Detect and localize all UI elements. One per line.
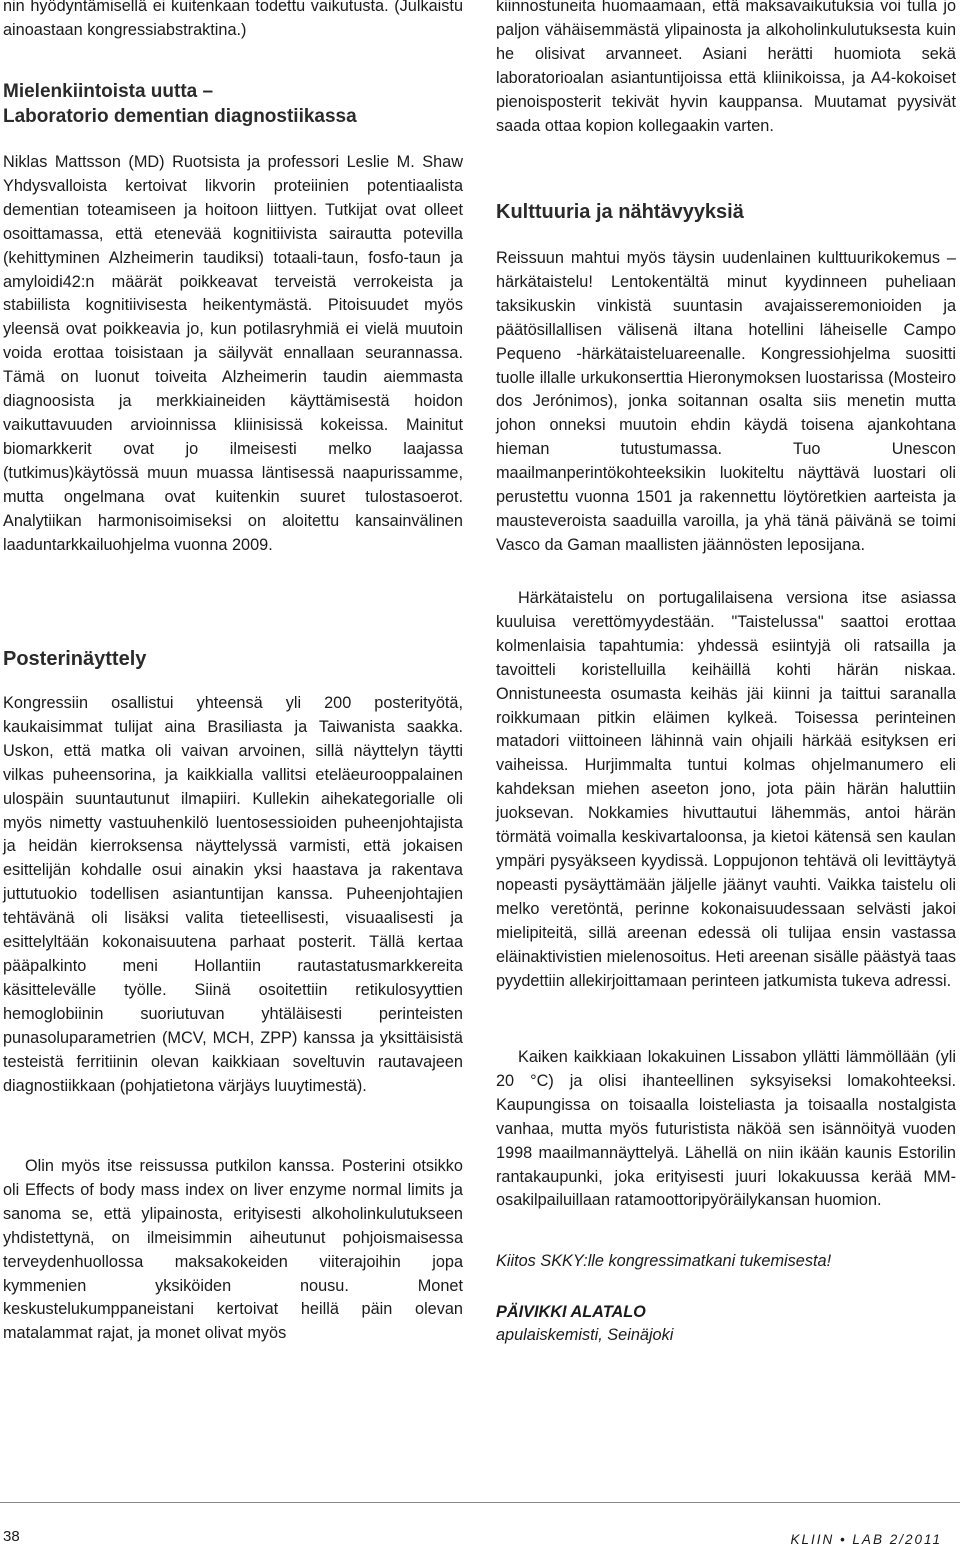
footer-rule (0, 1502, 960, 1503)
author-name: PÄIVIKKI ALATALO (496, 1303, 646, 1321)
dementia-paragraph: Niklas Mattsson (MD) Ruotsista ja professori Leslie M. Shaw Yhdysvalloista kertoivat likvorin proteiinien potentiaalista dementian toteamiseen ja hoitoon liittyen. Tutkijat ovat olleet osoittamassa, että etenevää kognitiivista sairautta potevilla (kehittyminen Alzheimerin taudiksi) totaali-taun, fosfo-taun ja amyloidi42:n määrät poikkeavat terveistä verrokeista ja stabiilista kognitiivisesta heikentymästä. Pitoisuudet myös yleensä ovat poikkeavia jo, kun potilasryhmiä ei vielä muutoin voida erottaa toisistaan ja säilyvät ennallaan seurannassa. Tämä on luonut toiveita Alzheimerin taudin aiemmasta diagnoosista ja merkkiaineiden käyttämisestä hoidon vaikuttavuuden arvioinnissa kliinisissä kokeissa. Mainitut biomarkkerit ovat jo ilmeisesti melko laajassa (tutkimus)käytössä muun muassa läntisessä naapurissamme, mutta ongelmana ovat kuitenkin suuret tulostasoerot. Analytiikan harmonisoimiseksi on aloitettu kansainvälinen laaduntarkkailuohjelma vuonna 2009. (3, 153, 463, 554)
poster-heading: Posterinäyttely (3, 648, 147, 670)
culture-paragraph: Reissuun mahtui myös täysin uudenlainen kulttuurikokemus – härkätaistelu! Lentokentältä minut kyydinneen puheliaan taksikuskin vinkistä suuntasin avajaisseremonioiden ja päätösillallisen välisenä iltana hotellini läheiselle Campo Pequeno -härkätaisteluareenalle. Kongressiohjelma suositti tuolle illalle urkukonserttia Hieronymoksen luostarissa (Mosteiro dos Jerónimos), jonka soitannan osalta siis menetin mutta johon onneksi muutoin ehdin käydä toisena ajankohtana hieman tutustumassa. Tuo Unescon maailmanperintökohteeksikin luokiteltu näyttävä luostari oli perustettu vuonna 1501 ja rakennettu löytöretkien aarteista ja mausteveroista saaduilla varoilla, ja yhä tänä päivänä se toimi Vasco da Gaman maallisten jäännösten leposijana. (496, 249, 956, 554)
page-number: 38 (3, 1528, 20, 1545)
continuation-paragraph: kiinnostuneita huomaamaan, että maksavaikutuksia voi tulla jo paljon vähäisemmästä ylipainosta ja alkoholinkulutuksesta kuin he olisivat arvanneet. Asiani herätti huomiota sekä laboratorioalan asiantuntijoissa että kliinikoissa, ja A4-kokoiset pienoisposterit tekivät hyvin kauppansa. Muutamat pyysivät saada ottaa kopion kollegaakin varten. (496, 0, 956, 135)
poster-paragraph: Kongressiin osallistui yhteensä yli 200 posterityötä, kaukaisimmat tulijat aina Brasiliasta ja Taiwanista saakka. Uskon, että matka oli vaivan arvoinen, sillä näyttelyn täytti vilkas puheensorina, ja kaikkialla vallitsi eteläeurooppalainen ulospäin suuntautunut ilmapiiri. Kullekin aihekategorialle oli myös nimetty vastuuhenkilö luentosessioiden puheenjohtajista ja heidän kierroksensa näyttelyssä varmisti, että jokaisen esittelijän kohdalle osui ainakin yksi haastava ja rakentava juttutuokio todellisen asiantuntijan kanssa. Puheenjohtajien tehtävänä oli lisäksi valita tieteellisesti, visuaalisesti ja esittelyltään kokonaisuutena parhaat posterit. Tällä kertaa pääpalkinto meni Hollantiin rautastatusmarkkereita käsittelevälle työlle. Siinä osoitettiin retikulosyyttien hemoglobiinin suoriutuvan yhtäläisesti perinteisten punasoluparametrien (MCV, MCH, ZPP) kanssa ja yksittäisistä testeistä ferritiinin olevan kaikkiaan soveltuvin rautavajeen diagnostiikkaan (pohjatietona värjäys luuytimestä). (3, 694, 463, 1095)
culture-heading: Kulttuuria ja nähtävyyksiä (496, 201, 744, 223)
journal-name: KLIIN • LAB 2/2011 (790, 1532, 942, 1547)
author-title: apulaiskemisti, Seinäjoki (496, 1326, 674, 1344)
article-title-line-1: Mielenkiintoista uutta – (3, 81, 214, 102)
lisbon-paragraph: Kaiken kaikkiaan lokakuinen Lissabon yllätti lämmöllään (yli 20 °C) ja olisi ihanteellinen syksyiseksi lomakohteeksi. Kaupungissa on toisaalla loisteliasta ja toisaalla nostalgista vanhaa, mutta myös futuristista näköä sen isännöityä vuoden 1998 maailmannäyttelyä. Lähellä on niin ikään kaunis Estorilin rantakaupunki, joka erityisesti juuri lokakuussa kerää MM-osakilpailuillaan ratamoottoripyöräilykansan huomion. (496, 1048, 956, 1210)
bullfight-paragraph: Härkätaistelu on portugalilaisena versiona itse asiassa kuuluisa verettömyydestään. "Taistelussa" saattoi erottaa kolmenlaisia tapahtumia: yhdessä esiintyjä oli ratsailla ja tavoitteli koristelluilla keihäillä kohti härän niskaa. Onnistuneesta osumasta keihäs jäi kiinni ja taittui saranalla roikkumaan pitkin eläimen kylkeä. Toisessa perinteinen matadori viittoineen lähinnä vain ohjaili härkää esityksen eri vaiheissa. Hurjimmalta tuntui kolmas ohjelmanumero eli kahdeksan miehen aseeton jono, jota päin härän haluttiin juoksevan. Nokkamies hivuttautui lähemmäs, antoi härän törmätä voimalla keskivartaloonsa, ja kietoi kätensä sen kaulan ympäri pysyäkseen kyydissä. Loppujonon tehtävä oli levittäytyä nopeasti pysäyttämään jäljelle jäänyt vauhti. Vaikka taistelu oli melko veretöntä, perinne kokonaisuudessaan selvästi jakoi mielipiteitä, sillä areenan edessä oli tulijaa ensin vastassa eläinaktivistien mielenosoitus. Heti areenan sisälle päästyä taas pyydettiin allekirjoittamaan perinteen jatkumista tukeva adressi. (496, 589, 956, 990)
article-title-line-2: Laboratorio dementian diagnostiikassa (3, 106, 357, 127)
poster-paragraph-2: Olin myös itse reissussa putkilon kanssa. Posterini otsikko oli Effects of body mass index on liver enzyme normal limits ja sanoma se, että ylipainosta, erityisesti alkoholinkulutukseen yhdistettynä, on ilmeisimmin aiheutunut pohjoismaisessa terveydenhuollossa maksakokeiden viiterajoihin jopa kymmenien yksiköiden nousu. Monet keskustelukumppaneistani kertoivat heillä päin olevan matalammat rajat, ja monet olivat myös (3, 1157, 463, 1343)
thanks-line: Kiitos SKKY:lle kongressimatkani tukemisesta! (496, 1252, 832, 1270)
intro-paragraph: nin hyödyntämisellä ei kuitenkaan todettu vaikutusta. (Julkaistu ainoastaan kongressiabstraktina.) (3, 0, 463, 39)
